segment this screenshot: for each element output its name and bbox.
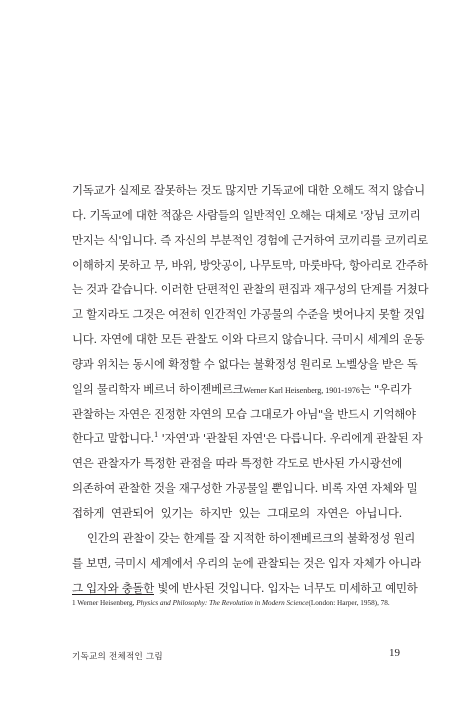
- text-segment: '자연'과 '관찰된 자연'은 다릅니다. 우리에게 관찰된 자: [158, 431, 423, 446]
- footnote: [72, 598, 412, 608]
- text-segment: 한다고 말합니다.: [72, 431, 155, 446]
- text-line: 의존하여 관찰한 것을 재구성한 가공물일 뿐입니다. 비록 자연 자체와 밀: [72, 481, 418, 496]
- text-line: 이해하지 못하고 무, 바위, 방앗공이, 나무토막, 마룻바닥, 항아리로 간주하: [72, 257, 428, 272]
- text-line: 기독교가 실제로 잘못하는 것도 많지만 기독교에 대한 오해도 적지 않습니: [72, 183, 425, 197]
- body-text: [72, 178, 429, 600]
- text-line: 량과 위치는 동시에 확정할 수 없다는 불확정성 원리로 노벨상을 받은 독: [72, 356, 418, 371]
- text-line: 는 것과 같습니다. 이러한 단편적인 관찰의 편집과 재구성의 단계를 거쳤다: [72, 282, 429, 297]
- footnote-marker: 1: [154, 431, 159, 440]
- footnote-divider: [72, 594, 154, 595]
- running-head: 기독교의 전체적인 그림: [72, 652, 163, 662]
- text-line: [72, 377, 412, 402]
- page-number: 19: [389, 647, 400, 659]
- text-segment: 일의 물리학자 베르너 하이젠베르크: [72, 381, 244, 396]
- footnote-book-title: Physics and Philosophy: The Revolution in Modern Science: [136, 599, 309, 607]
- text-line: 다. 기독교에 대한 적잖은 사람들의 일반적인 오해는 대체로 '장님 코끼리: [72, 207, 421, 222]
- text-line: 인간의 관찰이 갖는 한계를 잘 지적한 하이젠베르크의 불확정성 원리: [87, 530, 416, 545]
- text-line: 고 할지라도 그것은 여전히 인간적인 가공물의 수준을 벗어나지 못할 것입: [72, 307, 425, 322]
- original-name: Werner Karl Heisenberg, 1901-1976: [243, 385, 360, 395]
- footnote-publication: (London: Harper, 1958), 78.: [308, 599, 390, 607]
- text-segment: 는 "우리가: [359, 381, 412, 396]
- text-line: 니다. 자연에 대한 모든 관찰도 이와 다르지 않습니다. 극미시 세계의 운동: [72, 332, 425, 347]
- text-line: 접하게 연관되어 있기는 하지만 있는 그대로의 자연은 아닙니다.: [72, 505, 402, 520]
- footnote-number: 1: [72, 599, 76, 607]
- text-line: [72, 426, 423, 451]
- text-line: 연은 관찰자가 특정한 관점을 따라 특정한 각도로 반사된 가시광선에: [72, 456, 402, 471]
- text-line: 를 보면, 극미시 세계에서 우리의 눈에 관찰되는 것은 입자 자체가 아니라: [72, 555, 421, 570]
- text-line: 그 입자와 충돌한 빛에 반사된 것입니다. 입자는 너무도 미세하고 예민하: [72, 580, 418, 595]
- footnote-author: Werner Heisenberg,: [77, 599, 137, 607]
- text-line: 관찰하는 자연은 진정한 자연의 모습 그대로가 아님"을 반드시 기억해야: [72, 406, 416, 421]
- text-line: 만지는 식'입니다. 즉 자신의 부분적인 경험에 근거하여 코끼리를 코끼리로: [72, 232, 428, 247]
